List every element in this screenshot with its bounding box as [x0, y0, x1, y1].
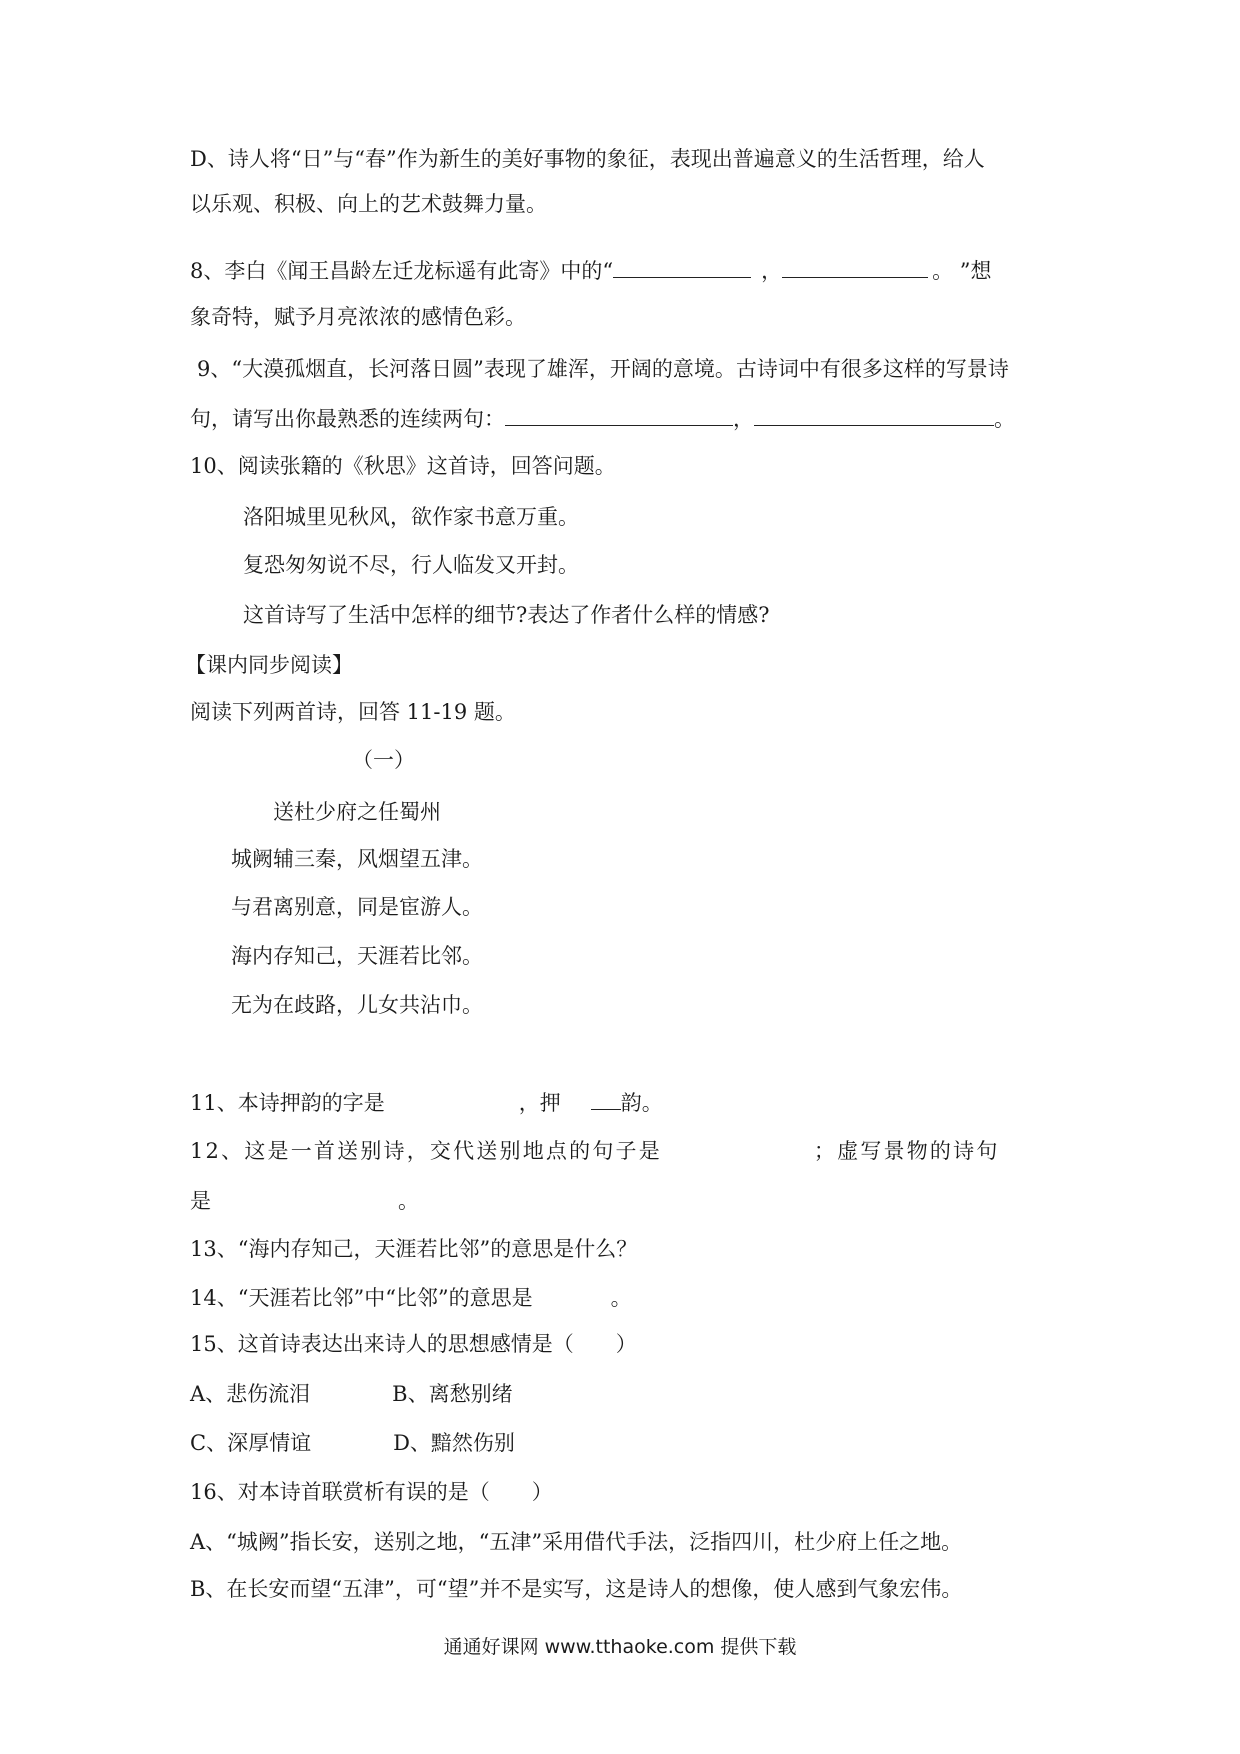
- reading-instruction: 阅读下列两首诗，回答 11-19 题。: [190, 700, 516, 724]
- question-15-options-cd: [190, 1428, 1060, 1458]
- question-8-end: 。 ”想: [932, 259, 992, 283]
- poem-qiusi-line-2: 复恐匆匆说不尽，行人临发又开封。: [243, 553, 579, 577]
- question-8-blank-2[interactable]: [782, 257, 928, 278]
- poem-line-3: 海内存知己，天涯若比邻。: [231, 944, 483, 968]
- question-10-prompt: 这首诗写了生活中怎样的细节?表达了作者什么样的情感?: [243, 603, 770, 627]
- question-15-option-a[interactable]: A、悲伤流泪: [190, 1382, 311, 1406]
- question-13: 13、“海内存知己，天涯若比邻”的意思是什么？: [190, 1237, 638, 1261]
- question-12-line-2: [190, 1186, 1060, 1216]
- question-12-line-2-b: 。: [398, 1189, 419, 1213]
- question-14-prefix: 14、“天涯若比邻”中“比邻”的意思是: [190, 1286, 533, 1310]
- poem-qiusi-line-1: 洛阳城里见秋风，欲作家书意万重。: [243, 505, 579, 529]
- question-9-line-1: 9、“大漠孤烟直，长河落日圆”表现了雄浑，开阔的意境。古诗词中有很多这样的写景诗: [197, 357, 1009, 381]
- question-8-line-1: [190, 256, 1060, 286]
- page-footer: 通通好课网 www.tthaoke.com 提供下载: [443, 1636, 797, 1658]
- question-16-option-b[interactable]: B、在长安而望“五津”，可“望”并不是实写，这是诗人的想像，使人感到气象宏伟。: [190, 1577, 963, 1601]
- poem-line-4: 无为在歧路，儿女共沾巾。: [231, 993, 483, 1017]
- question-9-blank-2[interactable]: [754, 405, 994, 426]
- question-9-prefix: 句，请写出你最熟悉的连续两句：: [190, 407, 505, 431]
- question-9-blank-1[interactable]: [505, 405, 733, 426]
- question-15-option-c[interactable]: C、深厚情谊: [190, 1431, 312, 1455]
- poem-line-1: 城阙辅三秦，风烟望五津。: [231, 847, 483, 871]
- question-11: [190, 1088, 1060, 1118]
- question-12-part-a: 12、这是一首送别诗，交代送别地点的句子是: [190, 1139, 662, 1163]
- question-11-blank[interactable]: [591, 1089, 621, 1110]
- question-11-mid: ，押: [518, 1091, 561, 1115]
- question-12-line-1: [190, 1136, 1060, 1166]
- question-16-option-a[interactable]: A、“城阙”指长安，送别之地，“五津”采用借代手法，泛指四川，杜少府上任之地。: [190, 1530, 963, 1554]
- d-option-line-1: D、诗人将“日”与“春”作为新生的美好事物的象征，表现出普遍意义的生活哲理，给人: [190, 147, 985, 171]
- question-15-options-ab: [190, 1379, 1060, 1409]
- question-14: [190, 1283, 1060, 1313]
- question-16: 16、对本诗首联赏析有误的是（ ）: [190, 1480, 553, 1504]
- d-option-line-2: 以乐观、积极、向上的艺术鼓舞力量。: [190, 192, 547, 216]
- question-9-line-2: [190, 404, 1060, 434]
- question-12-line-2-a: 是: [190, 1189, 211, 1213]
- question-15: 15、这首诗表达出来诗人的思想感情是（ ）: [190, 1332, 637, 1356]
- question-11-prefix: 11、本诗押韵的字是: [190, 1091, 385, 1115]
- question-8-prefix: 8、李白《闻王昌龄左迁龙标遥有此寄》中的“: [190, 259, 614, 283]
- question-10: 10、阅读张籍的《秋思》这首诗，回答问题。: [190, 454, 616, 478]
- question-9-end: 。: [994, 407, 1015, 431]
- question-8-comma: ，: [761, 259, 783, 283]
- question-8-line-2: 象奇特，赋予月亮浓浓的感情色彩。: [190, 305, 526, 329]
- question-15-option-b[interactable]: B、离愁别绪: [392, 1382, 513, 1406]
- poem-line-2: 与君离别意，同是宦游人。: [231, 895, 483, 919]
- question-12-part-b: ；虚写景物的诗句: [813, 1139, 1000, 1163]
- question-14-end: 。: [610, 1286, 632, 1310]
- question-15-option-d[interactable]: D、黯然伤别: [393, 1431, 515, 1455]
- question-11-end: 韵。: [620, 1091, 663, 1115]
- poem-title: 送杜少府之任蜀州: [273, 800, 441, 824]
- question-9-comma: ，: [733, 407, 754, 431]
- part-one-label: （一）: [352, 748, 415, 772]
- section-title: 【课内同步阅读】: [185, 653, 353, 677]
- question-8-blank-1[interactable]: [613, 257, 751, 278]
